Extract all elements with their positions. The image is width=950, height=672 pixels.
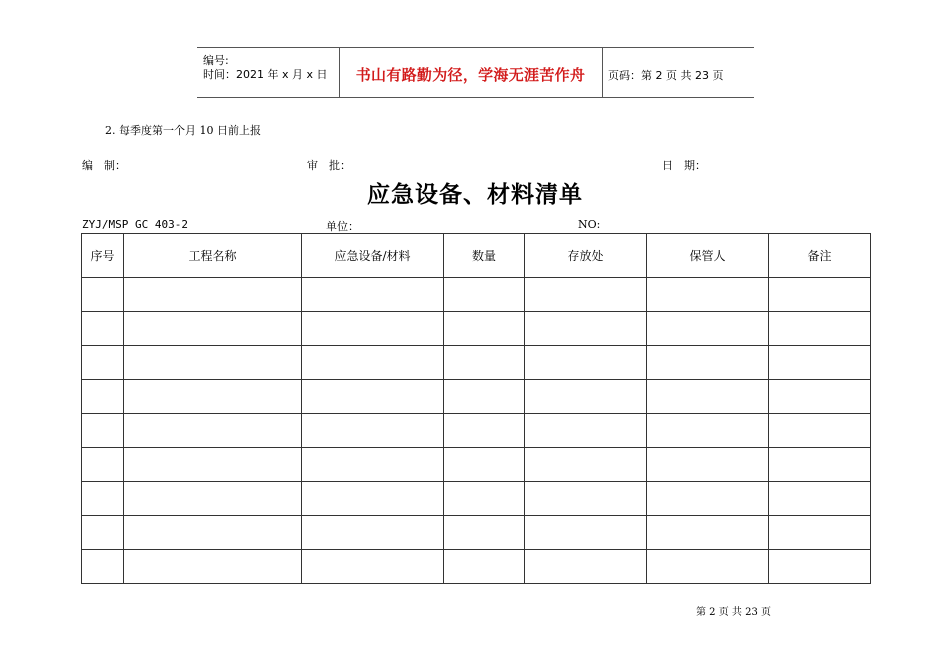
column-header-keeper: 保管人 (647, 234, 769, 278)
table-cell[interactable] (124, 346, 302, 380)
table-cell[interactable] (124, 550, 302, 584)
table-cell[interactable] (124, 448, 302, 482)
column-header-quantity: 数量 (444, 234, 525, 278)
table-header-row (82, 234, 871, 278)
table-cell[interactable] (769, 516, 871, 550)
table-row (82, 482, 871, 516)
table-cell[interactable] (525, 550, 647, 584)
column-header-equipment: 应急设备/材料 (302, 234, 444, 278)
report-note: 2. 每季度第一个月 10 日前上报 (105, 124, 261, 137)
header-page-cell (603, 48, 754, 97)
table-cell[interactable] (769, 278, 871, 312)
table-cell[interactable] (525, 380, 647, 414)
table-cell[interactable] (769, 448, 871, 482)
table-cell[interactable] (82, 516, 124, 550)
table-cell[interactable] (302, 346, 444, 380)
table-cell[interactable] (525, 448, 647, 482)
table-row (82, 380, 871, 414)
form-code: ZYJ/MSP GC 403-2 (82, 218, 188, 231)
no-label: NO: (578, 218, 601, 231)
table-row (82, 346, 871, 380)
table-row (82, 278, 871, 312)
table-cell[interactable] (124, 380, 302, 414)
page-title: 应急设备、材料清单 (367, 181, 583, 208)
page-footer: 第 2 页 共 23 页 (696, 607, 771, 618)
table-cell[interactable] (444, 346, 525, 380)
table-cell[interactable] (82, 312, 124, 346)
table-row (82, 516, 871, 550)
table-cell[interactable] (525, 312, 647, 346)
table-cell[interactable] (769, 550, 871, 584)
table-row (82, 550, 871, 584)
table-cell[interactable] (769, 482, 871, 516)
table-row (82, 414, 871, 448)
table-cell[interactable] (302, 278, 444, 312)
table-cell[interactable] (302, 516, 444, 550)
table-cell[interactable] (302, 448, 444, 482)
table-cell[interactable] (444, 550, 525, 584)
document-number-label: 编号: (203, 54, 229, 67)
header-motto-cell (339, 48, 603, 97)
table-cell[interactable] (444, 516, 525, 550)
table-cell[interactable] (302, 482, 444, 516)
table-cell[interactable] (302, 380, 444, 414)
table-cell[interactable] (525, 414, 647, 448)
table-cell[interactable] (525, 278, 647, 312)
document-header (197, 47, 754, 98)
table-cell[interactable] (647, 380, 769, 414)
table-cell[interactable] (769, 380, 871, 414)
table-cell[interactable] (302, 414, 444, 448)
table-cell[interactable] (769, 346, 871, 380)
table-cell[interactable] (647, 550, 769, 584)
table-cell[interactable] (647, 346, 769, 380)
column-header-storage: 存放处 (525, 234, 647, 278)
table-cell[interactable] (444, 414, 525, 448)
table-cell[interactable] (444, 312, 525, 346)
table-cell[interactable] (302, 550, 444, 584)
date-label: 日 期： (662, 159, 706, 172)
table-cell[interactable] (82, 346, 124, 380)
table-cell[interactable] (444, 448, 525, 482)
unit-label: 单位： (326, 220, 359, 233)
table-cell[interactable] (124, 414, 302, 448)
document-time-label: 时间：2021 年 x 月 x 日 (203, 68, 328, 81)
column-header-remarks: 备注 (769, 234, 871, 278)
table-cell[interactable] (124, 278, 302, 312)
compiler-label: 编 制： (82, 159, 126, 172)
table-cell[interactable] (444, 482, 525, 516)
table-cell[interactable] (525, 346, 647, 380)
table-row (82, 448, 871, 482)
table-cell[interactable] (647, 312, 769, 346)
table-cell[interactable] (647, 278, 769, 312)
motto-text: 书山有路勤为径，学海无涯苦作舟 (355, 66, 586, 84)
table-cell[interactable] (124, 482, 302, 516)
table-cell[interactable] (82, 414, 124, 448)
table-cell[interactable] (444, 278, 525, 312)
header-info-cell (197, 48, 340, 97)
table-cell[interactable] (647, 448, 769, 482)
table-row (82, 312, 871, 346)
table-cell[interactable] (444, 380, 525, 414)
table-cell[interactable] (647, 482, 769, 516)
table-cell[interactable] (647, 414, 769, 448)
column-header-project-name: 工程名称 (124, 234, 302, 278)
table-cell[interactable] (124, 516, 302, 550)
table-cell[interactable] (647, 516, 769, 550)
table-cell[interactable] (769, 312, 871, 346)
approver-label: 审 批： (307, 159, 351, 172)
table-cell[interactable] (769, 414, 871, 448)
table-cell[interactable] (124, 312, 302, 346)
table-cell[interactable] (302, 312, 444, 346)
table-cell[interactable] (525, 482, 647, 516)
table-cell[interactable] (525, 516, 647, 550)
column-header-index: 序号 (82, 234, 124, 278)
page-code-label: 页码：第 2 页 共 23 页 (608, 69, 724, 82)
table-cell[interactable] (82, 482, 124, 516)
equipment-list-table (81, 233, 871, 584)
table-cell[interactable] (82, 380, 124, 414)
table-cell[interactable] (82, 278, 124, 312)
table-cell[interactable] (82, 448, 124, 482)
table-cell[interactable] (82, 550, 124, 584)
